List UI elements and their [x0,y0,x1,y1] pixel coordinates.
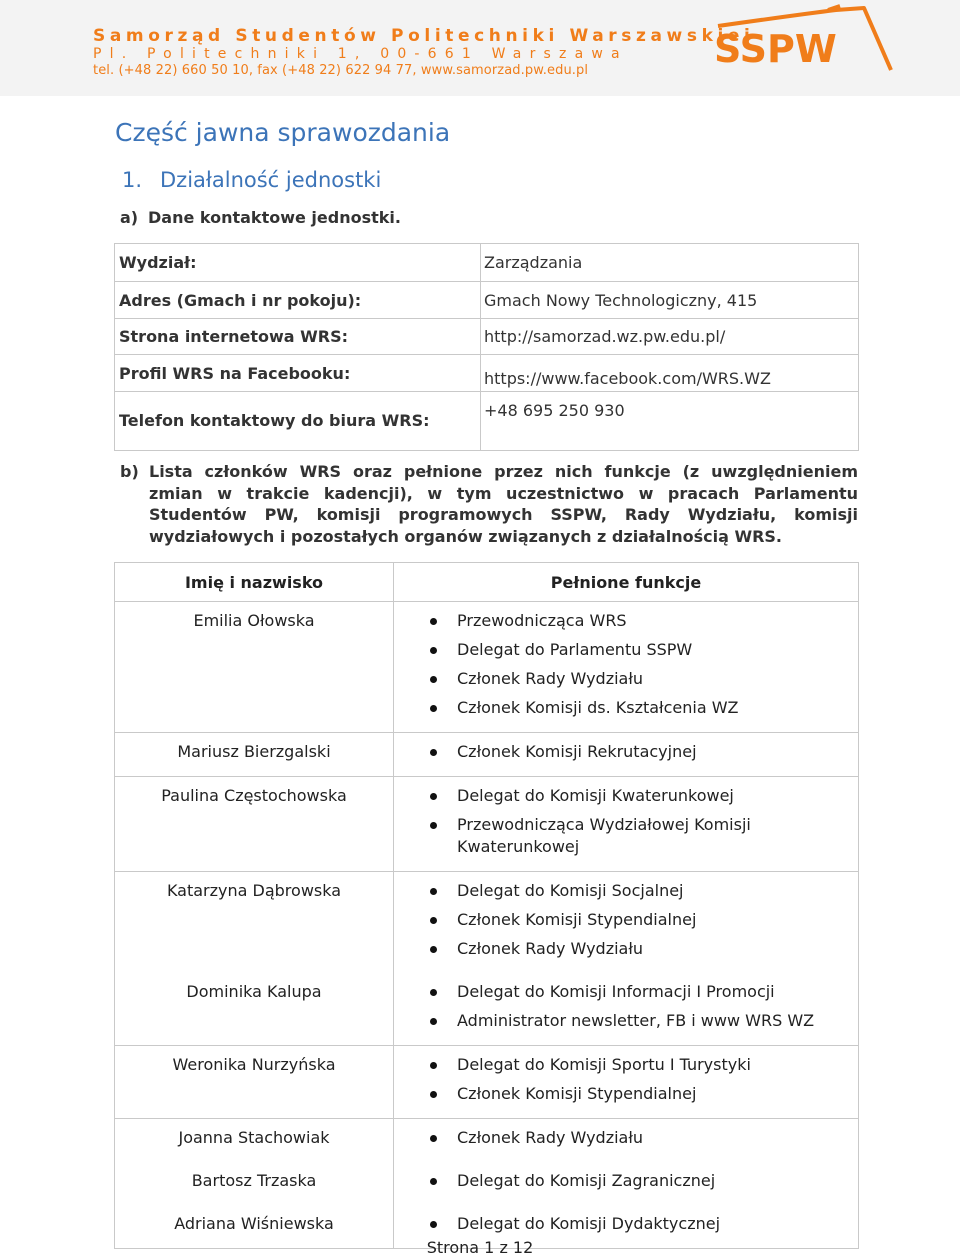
org-address: Pl. Politechniki 1, 00-661 Warszawa [93,46,628,62]
function-list [395,1120,857,1161]
contact-key: Adres (Gmach i nr pokoju): [115,282,481,319]
list-item: Członek Komisji Stypendialnej [395,1083,857,1105]
subsection-b-paragraph [120,461,858,548]
page-title: Część jawna sprawozdania [115,118,451,147]
members-header-row [115,563,859,602]
function-list [395,1163,857,1204]
list-item: Delegat do Komisji Socjalnej [395,880,857,902]
list-item: Przewodnicząca WRS [395,610,857,632]
contact-key: Profil WRS na Facebooku: [115,355,481,392]
member-name: Joanna Stachowiak [115,1119,394,1163]
table-row [115,777,859,872]
contact-row [115,319,859,355]
contact-row [115,392,859,451]
member-name: Weronika Nurzyńska [115,1046,394,1119]
table-row [115,1119,859,1163]
section-number: 1. [122,168,143,192]
table-row [115,872,859,974]
sspw-logo-icon [708,4,903,76]
logo-text: SSPW [714,27,837,71]
contact-key: Wydział: [115,244,481,282]
contact-row [115,244,859,282]
subsection-a-title: Dane kontaktowe jednostki. [148,208,401,227]
member-name: Katarzyna Dąbrowska [115,872,394,974]
table-row [115,733,859,777]
org-contact: tel. (+48 22) 660 50 10, fax (+48 22) 622 94 77, www.samorzad.pw.edu.pl [93,63,589,78]
contact-key: Telefon kontaktowy do biura WRS: [115,392,481,451]
contact-value-link[interactable]: https://www.facebook.com/WRS.WZ [481,355,859,392]
function-list [395,974,857,1044]
contact-row [115,282,859,319]
subsection-a-label: a) [120,208,139,227]
contact-row [115,355,859,392]
list-item: Członek Komisji ds. Kształcenia WZ [395,697,857,719]
list-item: Delegat do Komisji Informacji I Promocji [395,981,857,1003]
page-number: Strona 1 z 12 [426,1238,534,1257]
list-item: Delegat do Komisji Kwaterunkowej [395,785,857,807]
column-header-functions: Pełnione funkcje [394,563,859,602]
member-name: Emilia Ołowska [115,602,394,733]
contact-value: +48 695 250 930 [481,392,859,451]
list-item: Delegat do Parlamentu SSPW [395,639,857,661]
function-list [395,778,857,870]
members-table [114,562,859,1249]
list-item: Administrator newsletter, FB i www WRS WZ [395,1010,857,1032]
page-header [0,0,960,96]
contact-value: Gmach Nowy Technologiczny, 415 [481,282,859,319]
function-list [395,1047,857,1117]
contact-table [114,243,859,451]
list-item: Delegat do Komisji Zagranicznej [395,1170,857,1192]
subsection-a-heading [120,208,401,227]
subsection-b-text: Lista członków WRS oraz pełnione przez nich funkcje (z uwzględnieniem zmian w trakcie kadencji), w tym uczestnictwo w pracach Parlamentu Studentów PW, komisji programowych SSPW, Rady Wydziału, komisji wydziałowych i pozostałych organów związanych z działalnością WRS. [149,462,858,547]
list-item: Członek Komisji Stypendialnej [395,909,857,931]
member-name: Paulina Częstochowska [115,777,394,872]
table-row [115,1162,859,1205]
list-item: Przewodnicząca Wydziałowej Komisji Kwaterunkowej [395,814,857,858]
section-heading [122,168,381,192]
list-item: Członek Komisji Rekrutacyjnej [395,741,857,763]
function-list [395,603,857,731]
member-name: Adriana Wiśniewska [115,1205,394,1249]
list-item: Członek Rady Wydziału [395,938,857,960]
function-list [395,734,857,775]
member-name: Dominika Kalupa [115,973,394,1046]
table-row [115,602,859,733]
contact-key: Strona internetowa WRS: [115,319,481,355]
list-item: Delegat do Komisji Sportu I Turystyki [395,1054,857,1076]
table-row [115,1046,859,1119]
list-item: Członek Rady Wydziału [395,668,857,690]
org-name: Samorząd Studentów Politechniki Warszawskiej [93,26,755,46]
table-row [115,973,859,1046]
function-list [395,873,857,972]
list-item: Członek Rady Wydziału [395,1127,857,1149]
member-name: Bartosz Trzaska [115,1162,394,1205]
subsection-b-label: b) [120,462,139,481]
member-name: Mariusz Bierzgalski [115,733,394,777]
column-header-name: Imię i nazwisko [115,563,394,602]
list-item: Delegat do Komisji Dydaktycznej [395,1213,857,1235]
contact-value-link[interactable]: http://samorzad.wz.pw.edu.pl/ [481,319,859,355]
contact-value: Zarządzania [481,244,859,282]
section-title: Działalność jednostki [160,168,382,192]
